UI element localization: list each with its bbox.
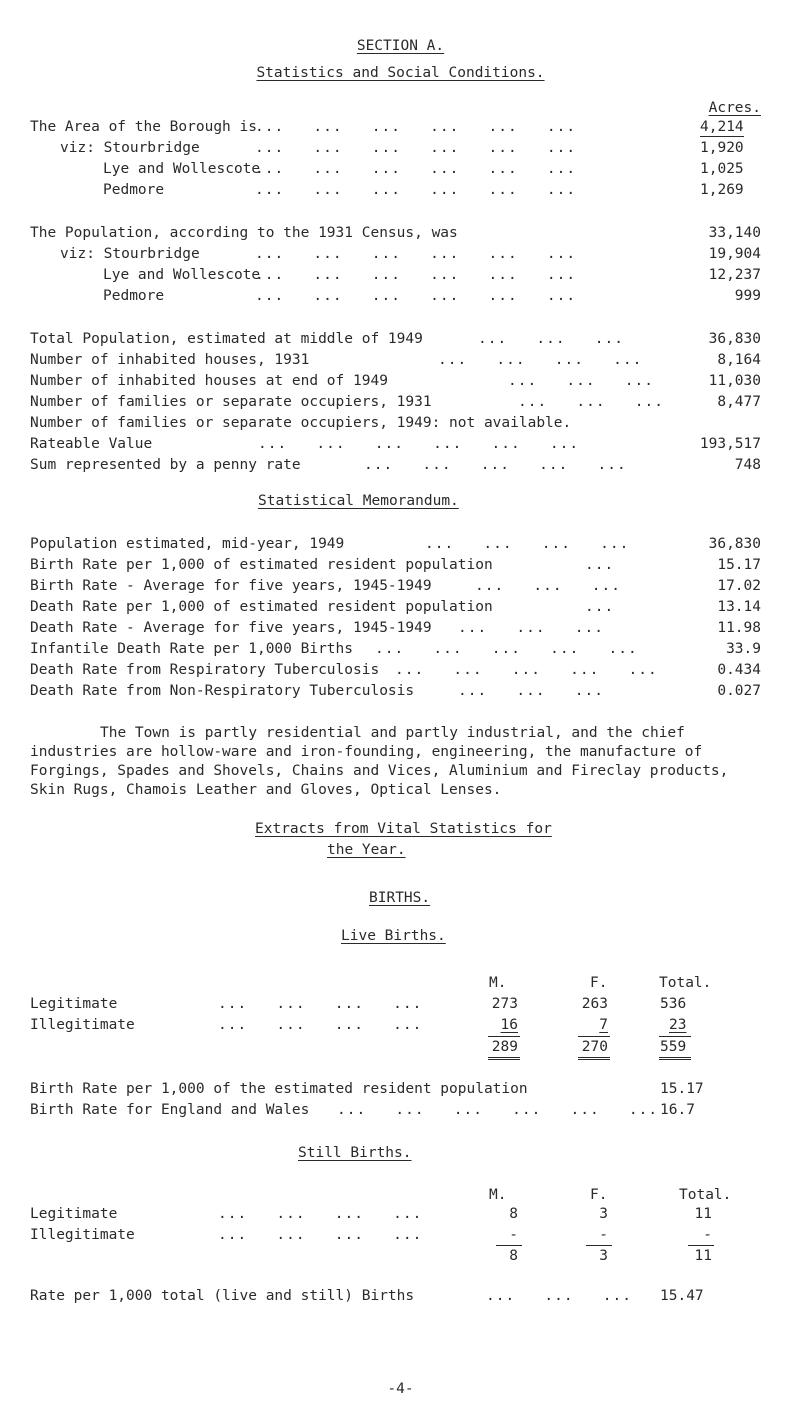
still-total-m: 8 — [509, 1248, 518, 1264]
live-row-label: Illegitimate — [30, 1017, 135, 1033]
double-rule — [488, 1059, 520, 1060]
memorandum-label: Population estimated, mid-year, 1949 — [30, 536, 345, 552]
column-female: F. — [590, 1187, 608, 1203]
leader-dots: ... ... ... ... ... ... — [258, 436, 580, 452]
live-legit-f: 263 — [581, 996, 608, 1012]
families-1931-label: Number of families or separate occupiers, 1931 — [30, 394, 432, 410]
families-1931-value: 8,477 — [717, 394, 761, 410]
population-label: The Population, according to the 1931 Census, was — [30, 225, 458, 241]
penny-rate-label: Sum represented by a penny rate — [30, 457, 301, 473]
memorandum-value: 36,830 — [708, 536, 761, 552]
rateable-value-label: Rateable Value — [30, 436, 153, 452]
leader-dots: ... ... ... ... — [218, 1227, 423, 1243]
memorandum-value: 17.02 — [717, 578, 761, 594]
live-total-m: 289 — [491, 1039, 518, 1055]
rateable-value: 193,517 — [699, 436, 761, 452]
underline-rule — [488, 1036, 520, 1037]
area-value: 1,025 — [700, 161, 744, 177]
birth-rate-value: 15.17 — [660, 1081, 704, 1097]
underline-rule — [496, 1245, 522, 1246]
leader-dots: ... ... ... — [458, 620, 604, 636]
still-row-label: Legitimate — [30, 1206, 118, 1222]
leader-dots: ... ... ... — [478, 331, 624, 347]
memorandum-value: 0.434 — [717, 662, 761, 678]
column-total: Total. — [679, 1187, 732, 1203]
leader-dots: ... ... ... ... ... ... — [255, 246, 577, 262]
leader-dots: ... ... ... ... ... — [375, 641, 638, 657]
live-row-label: Legitimate — [30, 996, 118, 1012]
live-legit-m: 273 — [491, 996, 518, 1012]
underline-rule — [659, 1036, 691, 1037]
area-label: Pedmore — [103, 182, 165, 198]
area-value: 1,920 — [700, 140, 744, 156]
memorandum-label: Death Rate from Respiratory Tuberculosis — [30, 662, 380, 678]
total-births-rate-label: Rate per 1,000 total (live and still) Births — [30, 1288, 415, 1304]
still-illegit-m: - — [509, 1227, 518, 1243]
leader-dots: ... ... ... — [458, 683, 604, 699]
column-male: M. — [489, 1187, 507, 1203]
memorandum-value: 15.17 — [717, 557, 761, 573]
leader-dots: ... ... ... — [486, 1288, 632, 1304]
memorandum-value: 0.027 — [717, 683, 761, 699]
memorandum-label: Birth Rate per 1,000 of estimated resident population — [30, 557, 493, 573]
still-total-f: 3 — [599, 1248, 608, 1264]
birth-rate-label: Birth Rate for England and Wales — [30, 1102, 310, 1118]
area-label: The Area of the Borough is — [30, 119, 257, 135]
leader-dots: ... ... ... ... ... ... — [337, 1102, 659, 1118]
underline-rule — [586, 1245, 612, 1246]
memorandum-value: 13.14 — [717, 599, 761, 615]
double-rule — [659, 1057, 691, 1058]
memorandum-label: Infantile Death Rate per 1,000 Births — [30, 641, 354, 657]
live-total-f: 270 — [581, 1039, 608, 1055]
still-row-label: Illegitimate — [30, 1227, 135, 1243]
page-number: -4- — [387, 1381, 414, 1397]
birth-rate-value: 16.7 — [660, 1102, 695, 1118]
area-label: Lye and Wollescote — [103, 161, 261, 177]
memorandum-label: Death Rate from Non-Respiratory Tuberculosis — [30, 683, 415, 699]
vital-statistics-year: the Year. — [327, 842, 406, 858]
memorandum-label: Death Rate per 1,000 of estimated resident population — [30, 599, 493, 615]
underline-rule — [700, 136, 744, 137]
births-heading: BIRTHS. — [369, 890, 431, 906]
total-births-rate-value: 15.47 — [660, 1288, 704, 1304]
memorandum-value: 33.9 — [726, 641, 761, 657]
live-births-heading: Live Births. — [341, 928, 446, 944]
column-female: F. — [590, 975, 608, 991]
page-title: Statistics and Social Conditions. — [256, 65, 545, 81]
memorandum-label: Death Rate - Average for five years, 1945-1949 — [30, 620, 432, 636]
leader-dots: ... — [585, 557, 615, 573]
leader-dots: ... ... ... ... ... — [364, 457, 627, 473]
total-population-value: 36,830 — [708, 331, 761, 347]
leader-dots: ... ... ... ... ... ... — [255, 182, 577, 198]
acres-column-label: Acres. — [708, 100, 761, 116]
section-heading: SECTION A. — [356, 38, 445, 54]
double-rule — [578, 1059, 610, 1060]
leader-dots: ... ... ... — [475, 578, 621, 594]
still-illegit-f: - — [599, 1227, 608, 1243]
still-legit-m: 8 — [509, 1206, 518, 1222]
population-label: Lye and Wollescote — [103, 267, 261, 283]
double-rule — [578, 1057, 610, 1058]
leader-dots: ... ... ... ... ... ... — [255, 267, 577, 283]
vital-statistics-title: Extracts from Vital Statistics for — [255, 821, 552, 837]
memorandum-label: Birth Rate - Average for five years, 1945-1949 — [30, 578, 432, 594]
leader-dots: ... ... ... ... — [438, 352, 643, 368]
population-value: 12,237 — [708, 267, 761, 283]
birth-rate-label: Birth Rate per 1,000 of the estimated resident population — [30, 1081, 528, 1097]
live-total-total: 559 — [660, 1039, 687, 1055]
houses-1931-value: 8,164 — [717, 352, 761, 368]
column-total: Total. — [659, 975, 712, 991]
underline-rule — [688, 1245, 714, 1246]
leader-dots: ... ... ... ... — [218, 1206, 423, 1222]
live-legit-total: 536 — [660, 996, 687, 1012]
leader-dots: ... ... ... ... ... ... — [255, 161, 577, 177]
leader-dots: ... ... ... ... ... ... — [255, 140, 577, 156]
population-label: viz: Stourbridge — [60, 246, 200, 262]
still-illegit-total: - — [703, 1227, 712, 1243]
population-value: 19,904 — [708, 246, 761, 262]
leader-dots: ... ... ... ... — [218, 1017, 423, 1033]
live-illegit-f: 7 — [599, 1017, 608, 1033]
population-value: 33,140 — [708, 225, 761, 241]
area-label: viz: Stourbridge — [60, 140, 200, 156]
industry-paragraph: The Town is partly residential and partly industrial, and the chief industries are hollow-ware and iron-founding, engineering, the manufacture of Forgings, Spades and Shovels, Chains and Vices, Aluminium and Fireclay products, Skin Rugs, Chamois Leather and Gloves, Optical Lenses. — [30, 725, 729, 798]
leader-dots: ... ... ... — [508, 373, 654, 389]
population-label: Pedmore — [103, 288, 165, 304]
double-rule — [659, 1059, 691, 1060]
leader-dots: ... ... ... ... ... — [395, 662, 658, 678]
houses-1931-label: Number of inhabited houses, 1931 — [30, 352, 310, 368]
live-illegit-m: 16 — [500, 1017, 518, 1033]
still-legit-f: 3 — [599, 1206, 608, 1222]
leader-dots: ... ... ... — [518, 394, 664, 410]
still-legit-total: 11 — [694, 1206, 712, 1222]
leader-dots: ... ... ... ... ... ... — [255, 288, 577, 304]
area-value: 1,269 — [700, 182, 744, 198]
still-total-total: 11 — [694, 1248, 712, 1264]
leader-dots: ... ... ... ... — [425, 536, 630, 552]
column-male: M. — [489, 975, 507, 991]
memorandum-value: 11.98 — [717, 620, 761, 636]
leader-dots: ... — [585, 599, 615, 615]
live-illegit-total: 23 — [669, 1017, 687, 1033]
families-1949-label: Number of families or separate occupiers, 1949: not available. — [30, 415, 572, 431]
houses-1949-label: Number of inhabited houses at end of 1949 — [30, 373, 388, 389]
total-population-label: Total Population, estimated at middle of 1949 — [30, 331, 423, 347]
still-births-heading: Still Births. — [298, 1145, 412, 1161]
underline-rule — [578, 1036, 610, 1037]
houses-1949-value: 11,030 — [708, 373, 761, 389]
leader-dots: ... ... ... ... ... ... — [255, 119, 577, 135]
memorandum-title: Statistical Memorandum. — [258, 493, 459, 509]
population-value: 999 — [734, 288, 761, 304]
leader-dots: ... ... ... ... — [218, 996, 423, 1012]
double-rule — [488, 1057, 520, 1058]
area-value: 4,214 — [700, 119, 744, 135]
penny-rate-value: 748 — [734, 457, 761, 473]
